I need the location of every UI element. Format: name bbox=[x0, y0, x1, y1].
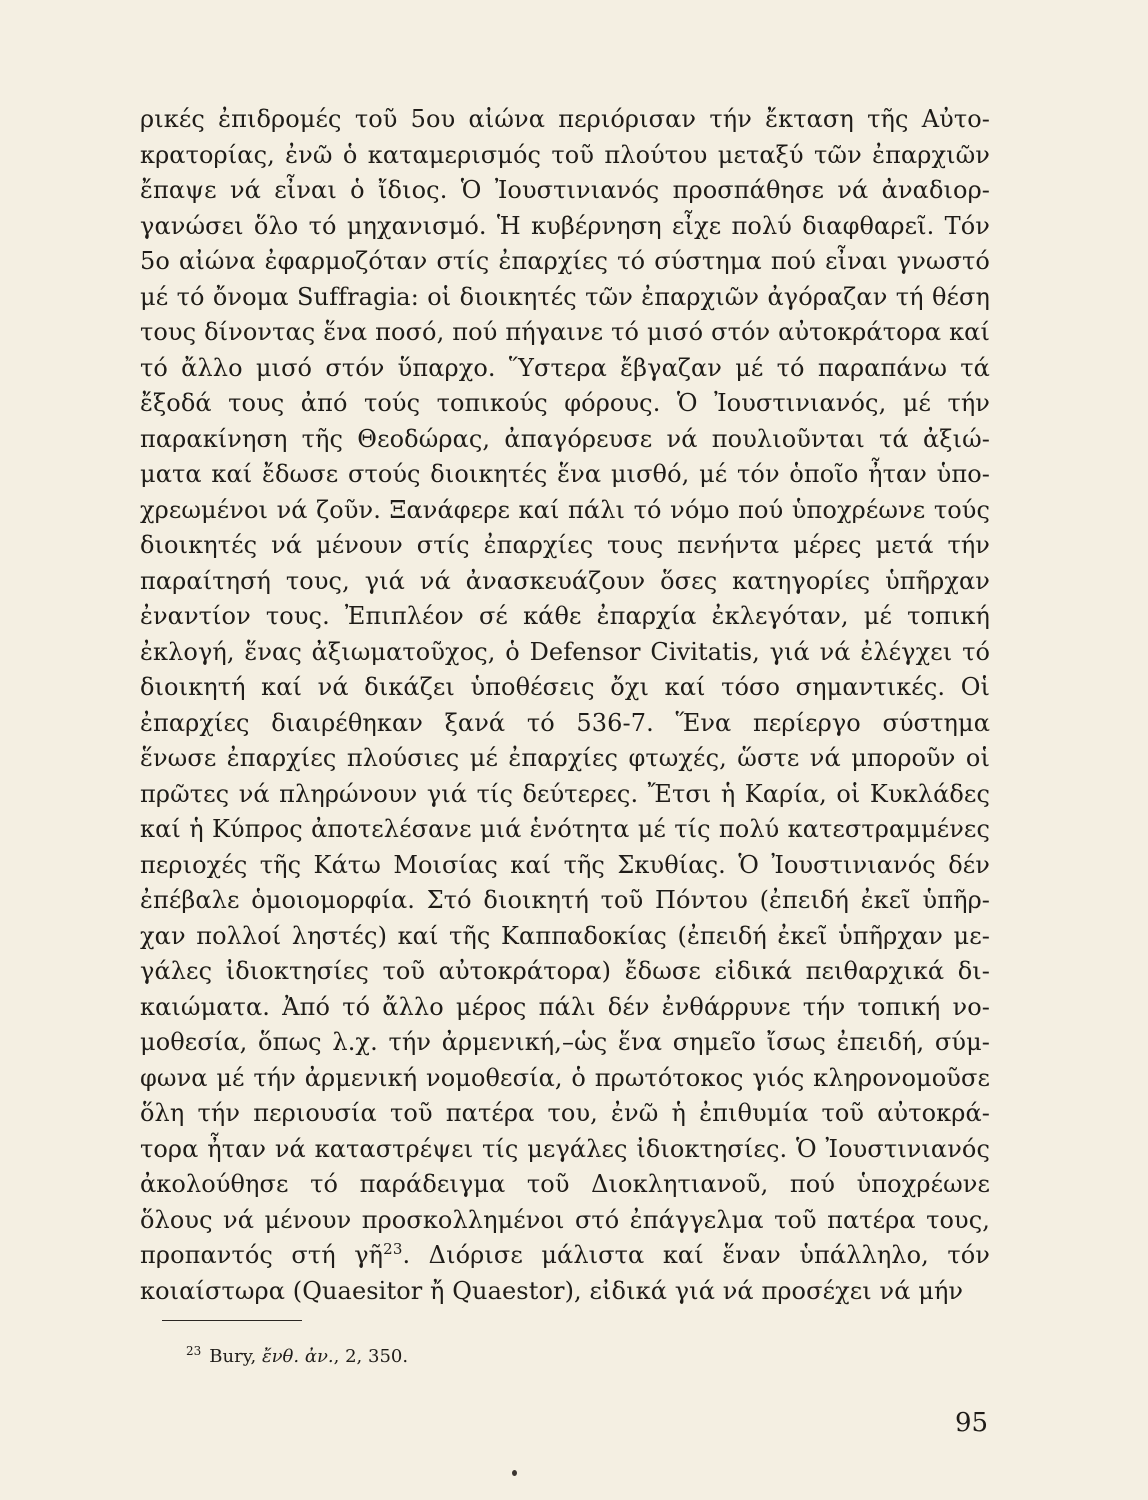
body-line: χρεωμένοι νά ζοῦν. Ξανάφερε καί πάλι τό νόμο πού ὑποχρέωνε τούς bbox=[140, 495, 990, 524]
body-line: μέ τό ὄνομα Suffragia: οἱ διοικητές τῶν ἐπαρχιῶν ἀγόραζαν τή θέση bbox=[140, 282, 990, 311]
body-line: ἔξοδά τους ἀπό τούς τοπικούς φόρους. Ὁ Ἰουστινιανός, μέ τήν bbox=[140, 389, 990, 417]
footnote-abbrev: ἔνθ. ἀν. bbox=[261, 1346, 334, 1367]
body-line: περιοχές τῆς Κάτω Μοισίας καί τῆς Σκυθίας. Ὁ Ἰουστινιανός δέν bbox=[140, 850, 990, 879]
body-line: ὅλη τήν περιουσία τοῦ πατέρα του, ἐνῶ ἡ ἐπιθυμία τοῦ αὐτοκρά- bbox=[140, 1099, 990, 1127]
body-line: 5ο αἰώνα ἐφαρμοζόταν στίς ἐπαρχίες τό σύστημα πού εἶναι γνωστό bbox=[140, 247, 990, 275]
footnote-reference[interactable]: 23 bbox=[383, 1240, 403, 1258]
body-line: γανώσει ὅλο τό μηχανισμό. Ἡ κυβέρνηση εἶχε πολύ διαφθαρεῖ. Τόν bbox=[140, 211, 990, 240]
footnote-locator: , 2, 350. bbox=[333, 1346, 409, 1367]
ref-line-after: . Διόρισε μάλιστα καί ἕναν ὑπάλληλο, τόν bbox=[402, 1241, 990, 1269]
body-line: καιώματα. Ἀπό τό ἄλλο μέρος πάλι δέν ἐνθάρρυνε τήν τοπική νο- bbox=[140, 992, 990, 1021]
footnote-separator bbox=[162, 1320, 302, 1321]
body-line: καί ἡ Κύπρος ἀποτελέσανε μιά ἑνότητα μέ τίς πολύ κατεστραμμένες bbox=[140, 815, 990, 843]
body-line: κρατορίας, ἐνῶ ὁ καταμερισμός τοῦ πλούτου μεταξύ τῶν ἐπαρχιῶν bbox=[140, 140, 990, 169]
body-line: τορα ἦταν νά καταστρέψει τίς μεγάλες ἰδιοκτησίες. Ὁ Ἰουστινιανός bbox=[140, 1134, 990, 1163]
body-line: πρῶτες νά πληρώνουν γιά τίς δεύτερες. Ἔτσι ἡ Καρία, οἱ Κυκλάδες bbox=[140, 779, 990, 808]
body-line: ὅλους νά μένουν προσκολλημένοι στό ἐπάγγελμα τοῦ πατέρα τους, bbox=[140, 1205, 990, 1234]
body-line-with-footnote-ref bbox=[140, 1238, 990, 1274]
body-line: χαν πολλοί ληστές) καί τῆς Καππαδοκίας (ἐπειδή ἐκεῖ ὑπῆρχαν με- bbox=[140, 921, 990, 950]
footnote bbox=[186, 1338, 408, 1370]
body-line: ρικές ἐπιδρομές τοῦ 5ου αἰώνα περιόρισαν τήν ἔκταση τῆς Αὐτο- bbox=[140, 105, 990, 133]
footnote-number: 23 bbox=[186, 1344, 202, 1358]
body-line: ἐκλογή, ἕνας ἀξιωματοῦχος, ὁ Defensor Civitatis, γιά νά ἐλέγχει τό bbox=[140, 637, 990, 666]
body-line: ματα καί ἔδωσε στούς διοικητές ἕνα μισθό, μέ τόν ὁποῖο ἦταν ὑπο- bbox=[140, 460, 990, 488]
page-number: 95 bbox=[955, 1408, 989, 1438]
body-line: ἐναντίον τους. Ἐπιπλέον σέ κάθε ἐπαρχία ἐκλεγόταν, μέ τοπική bbox=[140, 602, 990, 630]
footnote-author: Bury, bbox=[209, 1346, 257, 1367]
body-line: διοικητές νά μένουν στίς ἐπαρχίες τους πενήντα μέρες μετά τήν bbox=[140, 531, 990, 559]
body-lines-container bbox=[140, 102, 990, 1238]
body-line: παραίτησή τους, γιά νά ἀνασκευάζουν ὅσες κατηγορίες ὑπῆρχαν bbox=[140, 566, 990, 595]
body-last-line: κοιαίστωρα (Quaesitor ἤ Quaestor), εἰδικά γιά νά προσέχει νά μήν bbox=[140, 1276, 964, 1305]
body-line: ἔπαψε νά εἶναι ὁ ἴδιος. Ὁ Ἰουστινιανός προσπάθησε νά ἀναδιορ- bbox=[140, 176, 990, 204]
body-line: ἐπαρχίες διαιρέθηκαν ξανά τό 536-7. Ἕνα περίεργο σύστημα bbox=[140, 708, 990, 737]
body-text bbox=[140, 102, 990, 1309]
body-line: ἕνωσε ἐπαρχίες πλούσιες μέ ἐπαρχίες φτωχές, ὥστε νά μποροῦν οἱ bbox=[140, 744, 990, 772]
ref-line-before: προπαντός στή γῆ bbox=[140, 1241, 384, 1269]
body-line: τό ἄλλο μισό στόν ὕπαρχο. Ὕστερα ἔβγαζαν μέ τό παραπάνω τά bbox=[140, 353, 990, 382]
body-line: γάλες ἰδιοκτησίες τοῦ αὐτοκράτορα) ἔδωσε εἰδικά πειθαρχικά δι- bbox=[140, 957, 990, 985]
print-speck bbox=[512, 1470, 517, 1476]
body-line: φωνα μέ τήν ἀρμενική νομοθεσία, ὁ πρωτότοκος γιός κληρονομοῦσε bbox=[140, 1063, 990, 1092]
body-line: ἀκολούθησε τό παράδειγμα τοῦ Διοκλητιανοῦ, πού ὑποχρέωνε bbox=[140, 1170, 990, 1198]
body-line: ἐπέβαλε ὁμοιομορφία. Στό διοικητή τοῦ Πόντου (ἐπειδή ἐκεῖ ὑπῆρ- bbox=[140, 886, 990, 914]
body-line: μοθεσία, ὅπως λ.χ. τήν ἀρμενική,–ὡς ἕνα σημεῖο ἴσως ἐπειδή, σύμ- bbox=[140, 1028, 990, 1056]
body-line: παρακίνηση τῆς Θεοδώρας, ἀπαγόρευσε νά πουλιοῦνται τά ἀξιώ- bbox=[140, 424, 990, 453]
body-line: διοικητή καί νά δικάζει ὑποθέσεις ὄχι καί τόσο σημαντικές. Οἱ bbox=[140, 673, 990, 701]
body-line: τους δίνοντας ἕνα ποσό, πού πήγαινε τό μισό στόν αὐτοκράτορα καί bbox=[140, 318, 990, 346]
